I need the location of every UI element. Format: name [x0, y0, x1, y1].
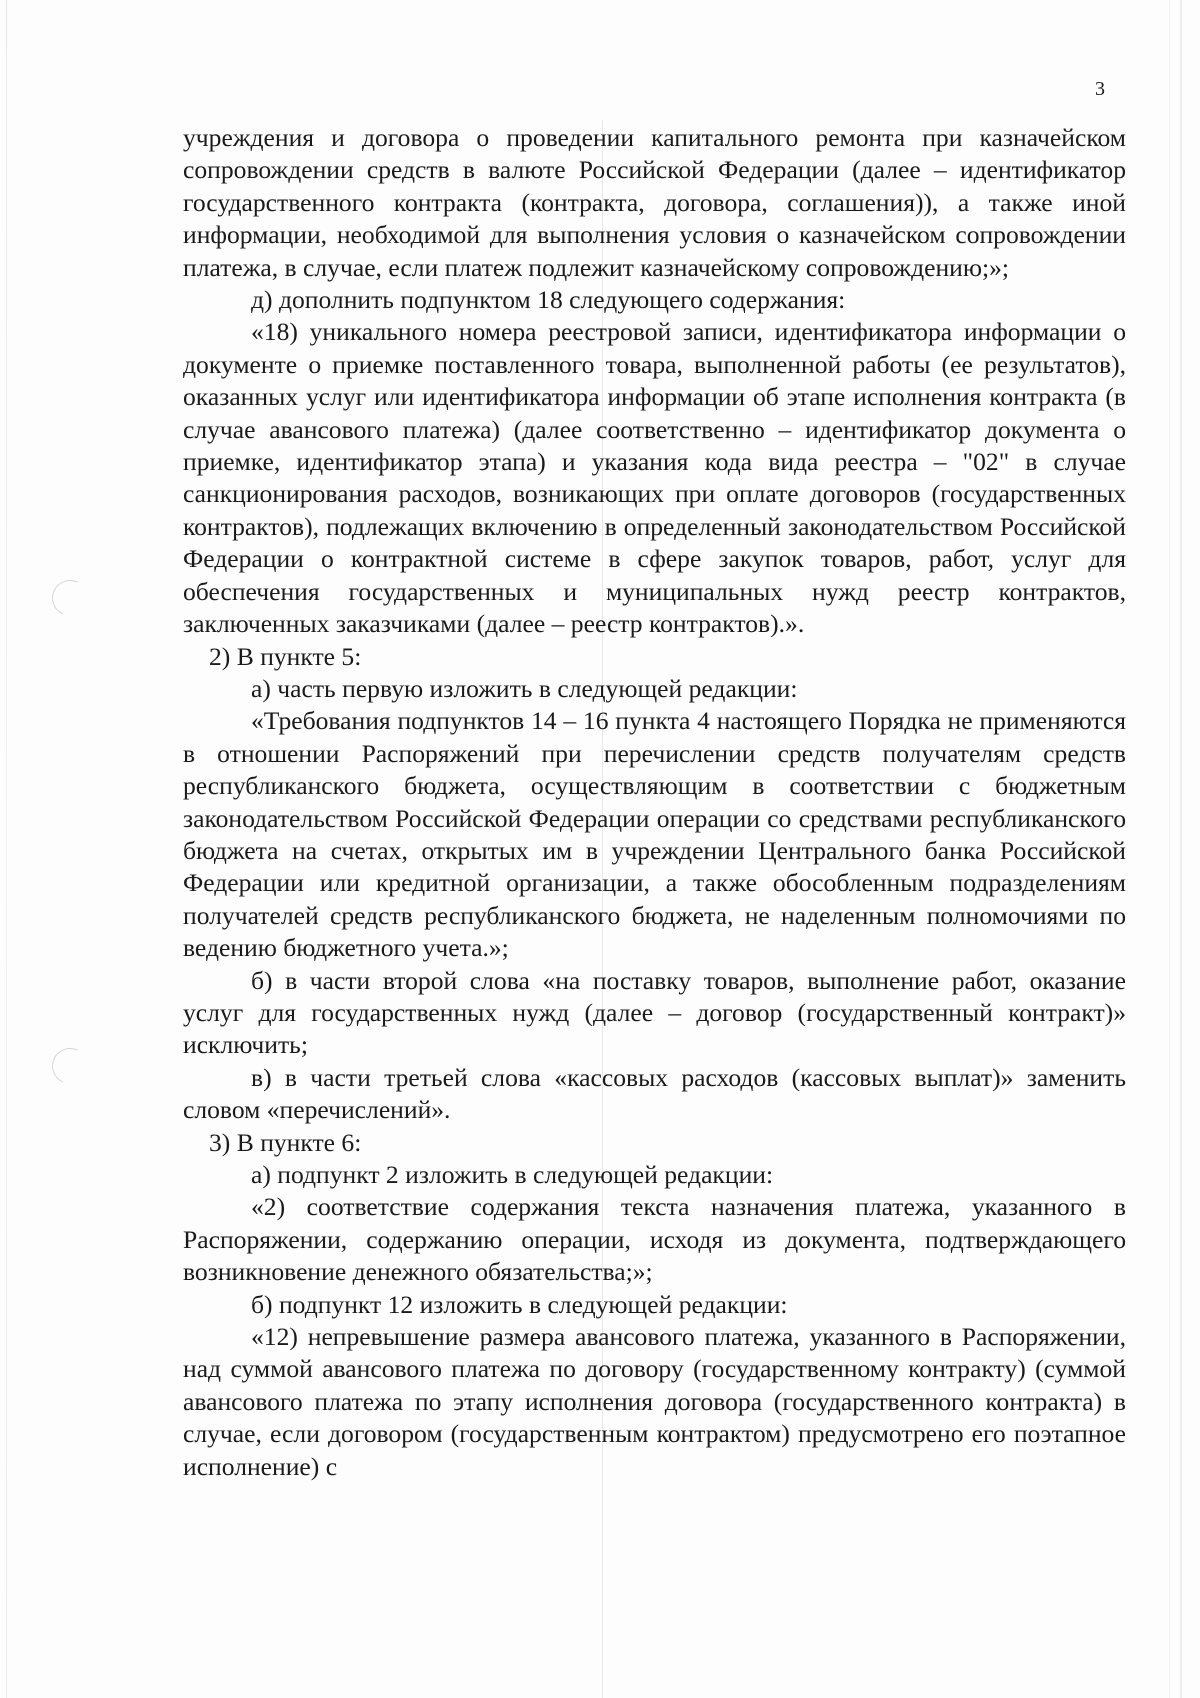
paragraph: б) в части второй слова «на поставку товаров, выполнение работ, оказание услуг для государственных нужд (далее – договор (государственный контракт)» исключить; [183, 965, 1126, 1060]
paragraph: 3) В пункте 6: [209, 1127, 362, 1157]
paragraph: а) часть первую изложить в следующей редакции: [251, 673, 798, 703]
paragraph: «12) непревышение размера авансового платежа, указанного в Распоряжении, над суммой авансового платежа по договору (государственному контракту) (суммой авансового платежа по этапу исполнения договора (государственного контракта) в случае, если договором (государственным контрактом) предусмотрено его поэтапное исполнение) с [183, 1322, 1126, 1481]
paragraph: «Требования подпунктов 14 – 16 пункта 4 настоящего Порядка не применяются в отношении Распоряжений при перечислении средств получателям средств республиканского бюджета, осуществляющим в соответствии с бюджетным законодательством Российской Федерации операции со средствами республиканского бюджета на счетах, открытых им в учреждении Центрального банка Российской Федерации или кредитной организации, а также обособленным подразделениям получателей средств республиканского бюджета, не наделенным полномочиями по ведению бюджетного учета.»; [183, 706, 1126, 963]
scan-edge-right [1180, 0, 1182, 1698]
paragraph: «2) соответствие содержания текста назначения платежа, указанного в Распоряжении, содержанию операции, исходя из документа, подтверждающего возникновение денежного обязательства;»; [183, 1192, 1126, 1287]
page-number: 3 [1095, 78, 1105, 100]
document-body [183, 122, 1126, 1483]
paragraph: а) подпункт 2 изложить в следующей редакции: [251, 1160, 774, 1189]
punch-hole-mark [47, 575, 93, 621]
paragraph: учреждения и договора о проведении капитального ремонта при казначейском сопровождении средств в валюте Российской Федерации (далее – идентификатор государственного контракта (контракта, договора, соглашения)), а также иной информации, необходимой для выполнения условия о казначейском сопровождении платежа, в случае, если платеж подлежит казначейскому сопровождению;»; [183, 123, 1126, 282]
scan-edge-right-inner [1169, 0, 1170, 1698]
paragraph: д) дополнить подпунктом 18 следующего содержания: [251, 285, 846, 315]
paragraph: «18) уникального номера реестровой записи, идентификатора информации о документе о приемке поставленного товара, выполненной работы (ее результатов), оказанных услуг или идентификатора информации об этапе исполнения контракта (в случае авансового платежа) (далее соответственно – идентификатор документа о приемке, идентификатор этапа) и указания кода вида реестра – "02" в случае санкционирования расходов, возникающих при оплате договоров (государственных контрактов), подлежащих включению в определенный законодательством Российской Федерации о контрактной системе в сфере закупок товаров, работ, услуг для обеспечения государственных и муниципальных нужд реестр контрактов, заключенных заказчиками (далее – реестр контрактов).». [183, 317, 1126, 639]
paragraph: 2) В пункте 5: [209, 641, 362, 671]
paragraph: б) подпункт 12 изложить в следующей редакции: [251, 1289, 788, 1319]
paragraph: в) в части третьей слова «кассовых расходов (кассовых выплат)» заменить словом «перечислений». [183, 1062, 1126, 1125]
punch-hole-mark [47, 1043, 93, 1089]
scan-edge-left [6, 0, 7, 1698]
